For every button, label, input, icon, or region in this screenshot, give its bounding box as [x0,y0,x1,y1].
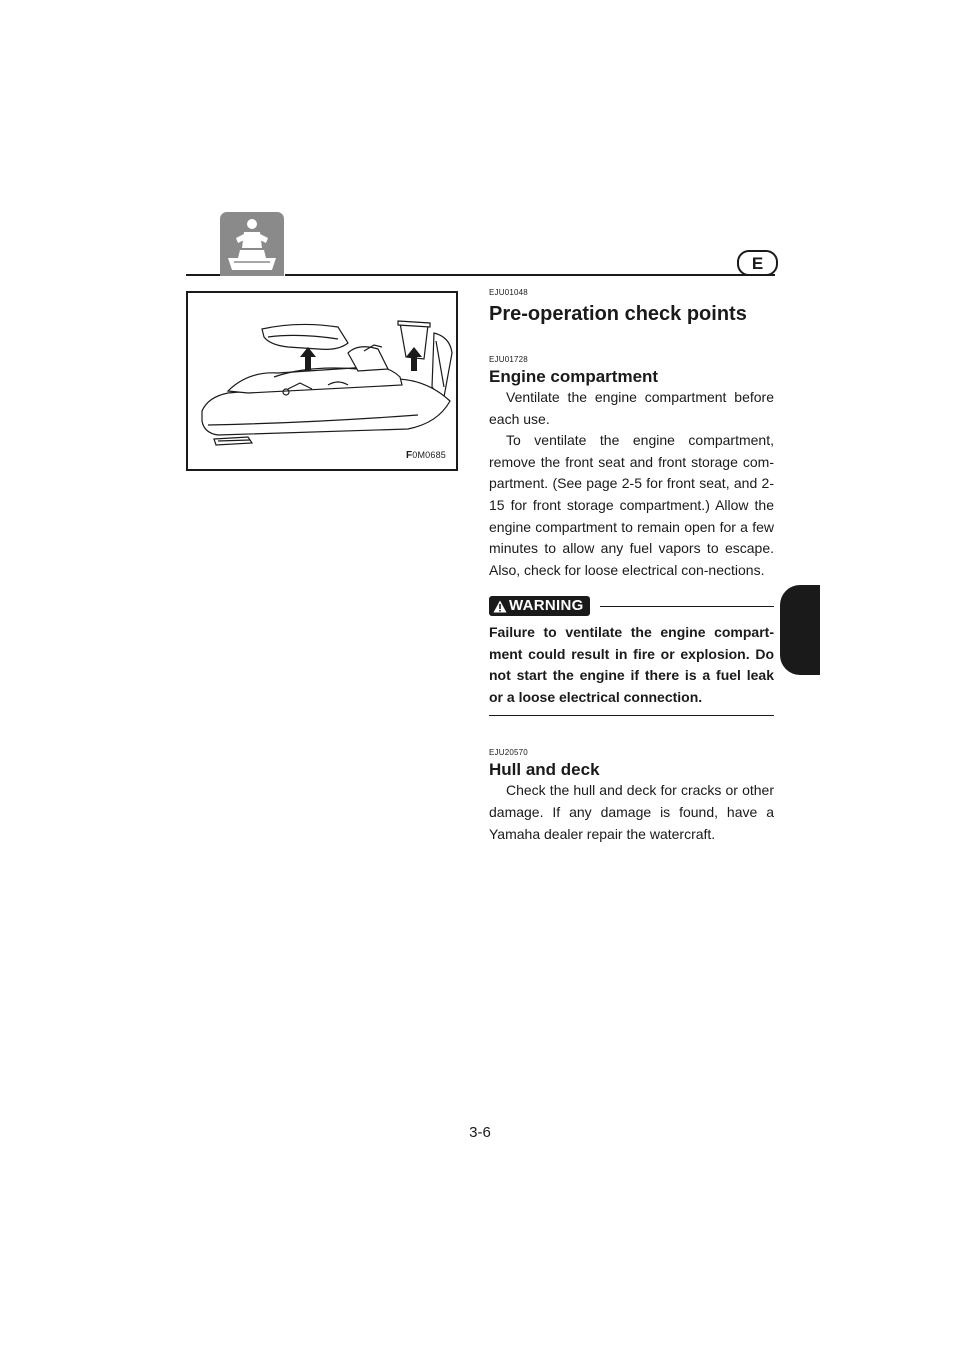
section-code: EJU01048 [489,288,528,297]
body-paragraph: Check the hull and deck for cracks or other damage. If any damage is found, have a Yamaha dealer repair the watercraft. [489,782,774,842]
warning-label: WARNING [509,597,584,615]
front-seat-removed [262,324,348,349]
body-paragraph: To ventilate the engine compartment, remove the front seat and front storage com-partment. (See page 2-5 for front seat, and 2-15 for front storage compartment.) Allow the engine compartment to remain open for a few minutes to allow any fuel vapors to escape. Also, check for loose electrical con-nections. [489,432,774,578]
figure-code-number: 0M0685 [412,450,446,460]
section-code: EJU20570 [489,748,528,758]
figure-code-prefix: F [405,450,413,461]
warning-text: Failure to ventilate the engine compart-ment could result in fire or explosion. Do not start the engine if there is a fuel leak or a loose electrical connection. [489,624,774,705]
watercraft-illustration [188,293,456,469]
section-heading-engine: Engine compartment [489,367,659,386]
content-column [489,288,774,845]
warning-badge [489,596,590,616]
header-rule-left [186,274,220,276]
figure-code [406,450,446,461]
page-title: Pre-operation check points [489,303,747,325]
arrow-up-icon [300,347,316,371]
raised-hood [432,333,452,397]
language-badge: E [737,250,778,276]
warning-end-rule [489,715,774,716]
warning-triangle-icon [493,600,507,613]
personal-watercraft-rider-icon [220,212,284,276]
page-number: 3-6 [469,1124,491,1141]
warning-header [489,594,774,618]
body-paragraph: Ventilate the engine compartment before each use. [489,389,774,427]
header-rule-right [285,274,775,276]
watercraft-figure [186,291,458,471]
chapter-side-tab [780,585,820,675]
section-heading-hull: Hull and deck [489,760,600,780]
warning-rule [600,606,774,607]
section-code: EJU01728 [489,355,528,364]
